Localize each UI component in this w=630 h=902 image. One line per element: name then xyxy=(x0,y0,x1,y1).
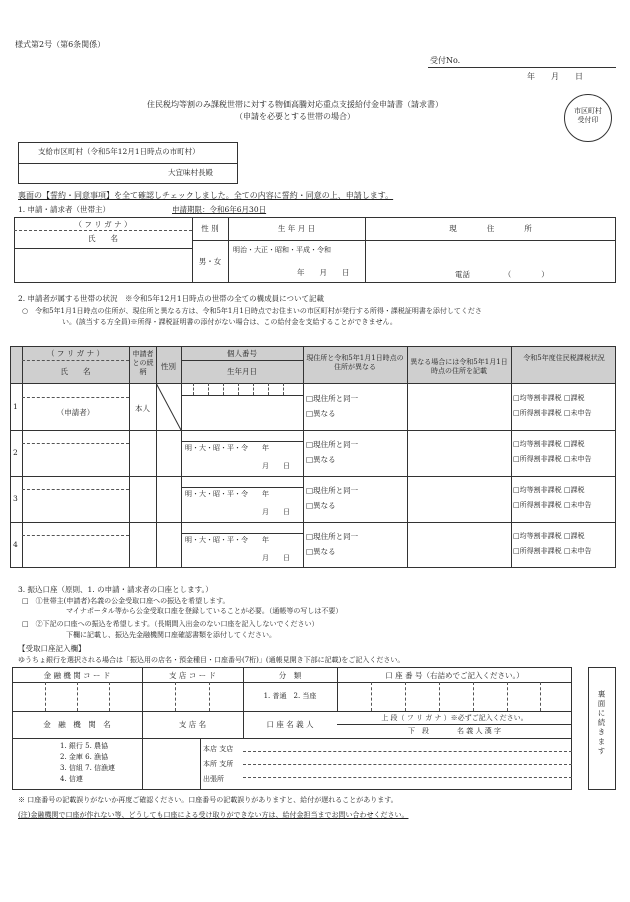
holder-kanji-label: 下 段 名 義 人 漢 字 xyxy=(408,727,501,735)
tax-status-line2[interactable]: □所得割非課税 □未申告 xyxy=(513,409,592,417)
footer-note1: ※ 口座番号の記載誤りがないか再度ご確認ください。口座番号の記載誤りがありますと、給付が遅れることがあります。 xyxy=(18,796,398,804)
receipt-no-line xyxy=(428,67,616,68)
address-header: 現 住 所 xyxy=(449,224,532,233)
relation-self: 本人 xyxy=(135,404,150,413)
bank-code-header: 金 融 機 関 コ ー ド xyxy=(43,671,111,680)
holder-furigana-label: 上 段（ フ リ ガ ナ ）※必ずご記入ください。 xyxy=(381,714,528,722)
section1-heading: 1. 申請・請求者（世帯主） xyxy=(18,205,111,214)
option1-line1[interactable]: □ ①世帯主(申請者)名義の公金受取口座への振込を希望します。 xyxy=(22,597,230,605)
addr-same-checkbox[interactable]: □現住所と同一 xyxy=(306,394,359,403)
date-label: 年 月 日 xyxy=(527,72,583,81)
section2-heading: 2. 申請者が属する世帯の状況 ※令和5年12月1日時点の世帯の全ての構成員について記載 xyxy=(18,294,324,303)
hh-if-different-header: 異なる場合には令和5年1月1日時点の住所を記載 xyxy=(410,358,508,375)
bank-name-header: 金 融 機 関 名 xyxy=(43,720,111,729)
footer-note2: (注)金融機関で口座が作れない等、どうしても口座による受け取りができない方は、給付金担当までお問い合わせください。 xyxy=(18,811,409,819)
hh-same-address-header: 現住所と令和5年1月1日時点の住所が異なる xyxy=(306,354,404,371)
furigana-header: （ フ リ ガ ナ ） xyxy=(74,220,132,229)
era-options[interactable]: 明・大・昭・平・令 年 xyxy=(185,536,269,544)
birth-ymd[interactable]: 月 日 xyxy=(262,462,290,470)
form-title: 住民税均等割のみ課税世帯に対する物価高騰対応重点支援給付金申請書（請求書） xyxy=(147,100,443,109)
name-header: 氏 名 xyxy=(88,234,118,243)
tax-status-line2[interactable]: □所得割非課税 □未申告 xyxy=(513,455,592,463)
gender-header: 性 別 xyxy=(201,224,219,233)
birth-ymd[interactable]: 月 日 xyxy=(262,554,290,562)
bank-type-option[interactable]: 1. 銀行 5. 農協 xyxy=(60,742,109,750)
account-number-header: 口 座 番 号（右詰めでご記入ください。） xyxy=(385,671,524,680)
addr-same-checkbox[interactable]: □現住所と同一 xyxy=(306,532,359,541)
reception-stamp: 市区町村受付印 xyxy=(564,94,612,142)
era-options[interactable]: 明治・大正・昭和・平成・令和 xyxy=(233,246,331,254)
birth-ymd[interactable]: 月 日 xyxy=(262,508,290,516)
option2-line1[interactable]: □ ②下記の口座への振込を希望します。（長期間入出金のない口座を記入しないでください） xyxy=(22,620,319,628)
hh-tax-status-header: 令和5年度住民税課税状況 xyxy=(523,354,605,362)
bank-type-option[interactable]: 4. 信連 xyxy=(60,775,83,783)
form-subtitle: （申請を必要とする世帯の場合） xyxy=(235,112,355,121)
n-a-slash xyxy=(156,383,181,430)
continue-note: 裏面に続きます xyxy=(597,690,606,757)
account-heading: 【受取口座記入欄】 xyxy=(18,644,86,653)
branch-type-option[interactable]: 本店 支店 xyxy=(203,745,234,753)
tax-status-line1[interactable]: □均等割非課税 □課税 xyxy=(513,394,585,402)
account-type-options[interactable]: 1. 普通 2. 当座 xyxy=(263,692,317,700)
gender-value[interactable]: 男・女 xyxy=(198,257,222,266)
tax-status-line2[interactable]: □所得割非課税 □未申告 xyxy=(513,547,592,555)
section2-note1: ○ 令和5年1月1日時点の住所が、現住所と異なる方は、令和5年1月1日時点でお住まいの市区町村が発行する所得・課税証明書を添付してくださ xyxy=(22,307,482,315)
tax-status-line1[interactable]: □均等割非課税 □課税 xyxy=(513,532,585,540)
yucho-note: ゆうちょ銀行を選択される場合は「振込用の店名・預金種目・口座番号(7桁)」(通帳見開き下部に記載)をご記入ください。 xyxy=(18,656,405,664)
type-header: 分 類 xyxy=(278,671,302,680)
era-options[interactable]: 明・大・昭・平・令 年 xyxy=(185,444,269,452)
birth-ymd[interactable]: 年 月 日 xyxy=(297,268,350,277)
form-number: 様式第2号（第6条関係） xyxy=(15,40,106,49)
branch-code-header: 支 店 コ ー ド xyxy=(168,671,217,680)
hh-relation-header: 申請者との続柄 xyxy=(132,350,154,376)
hh-name-header: 氏 名 xyxy=(60,367,91,376)
confirm-text: 裏面の【誓約・同意事項】を全て確認しチェックしました。全ての内容に誓約・同意の上、申請します。 xyxy=(18,191,394,200)
addr-different-checkbox[interactable]: □異なる xyxy=(306,409,336,418)
addr-different-checkbox[interactable]: □異なる xyxy=(306,455,336,464)
holder-header: 口 座 名 義 人 xyxy=(266,720,314,729)
section3-heading: 3. 振込口座（原則、1. の申請・請求者の口座とします。） xyxy=(18,585,213,594)
addr-same-checkbox[interactable]: □現住所と同一 xyxy=(306,440,359,449)
branch-type-option[interactable]: 出張所 xyxy=(203,775,224,783)
phone-label[interactable]: 電話 （ ） xyxy=(455,270,549,279)
addr-different-checkbox[interactable]: □異なる xyxy=(306,501,336,510)
applicant-self-label: （申請者） xyxy=(56,408,95,417)
bank-type-option[interactable]: 3. 信組 7. 信漁連 xyxy=(60,764,116,772)
addr-different-checkbox[interactable]: □異なる xyxy=(306,547,336,556)
era-options[interactable]: 明・大・昭・平・令 年 xyxy=(185,490,269,498)
branch-name-header: 支 店 名 xyxy=(178,720,207,729)
hh-gender-header: 性別 xyxy=(161,362,176,371)
branch-type-option[interactable]: 本所 支所 xyxy=(203,760,234,768)
section2-note2: い。(該当する方全員)※所得・課税証明書の添付がない場合は、この給付金を支給することができません。 xyxy=(62,318,397,326)
hh-personal-no-header: 個人番号 xyxy=(227,349,257,358)
receipt-no-label: 受付No. xyxy=(430,56,461,65)
bank-type-option[interactable]: 2. 金庫 6. 漁協 xyxy=(60,753,109,761)
tax-status-line2[interactable]: □所得割非課税 □未申告 xyxy=(513,501,592,509)
deadline: 申請期限：令和6年6月30日 xyxy=(172,205,267,214)
option2-line2: 下欄に記載し、振込先金融機関口座確認書類を添付してください。 xyxy=(66,631,276,639)
tax-status-line1[interactable]: □均等割非課税 □課税 xyxy=(513,486,585,494)
birthdate-header: 生 年 月 日 xyxy=(277,224,316,233)
hh-birthdate-header: 生年月日 xyxy=(227,367,257,376)
tax-status-line1[interactable]: □均等割非課税 □課税 xyxy=(513,440,585,448)
addr-same-checkbox[interactable]: □現住所と同一 xyxy=(306,486,359,495)
municipality-label: 支給市区町村（令和5年12月1日時点の市町村） xyxy=(38,147,200,156)
mayor-label: 大宜味村長殿 xyxy=(168,168,213,177)
hh-furigana-header: （ フ リ ガ ナ ） xyxy=(47,349,104,358)
option1-line2: マイナポータル等から公金受取口座を登録していることが必要。（通帳等の写しは不要） xyxy=(66,607,343,615)
